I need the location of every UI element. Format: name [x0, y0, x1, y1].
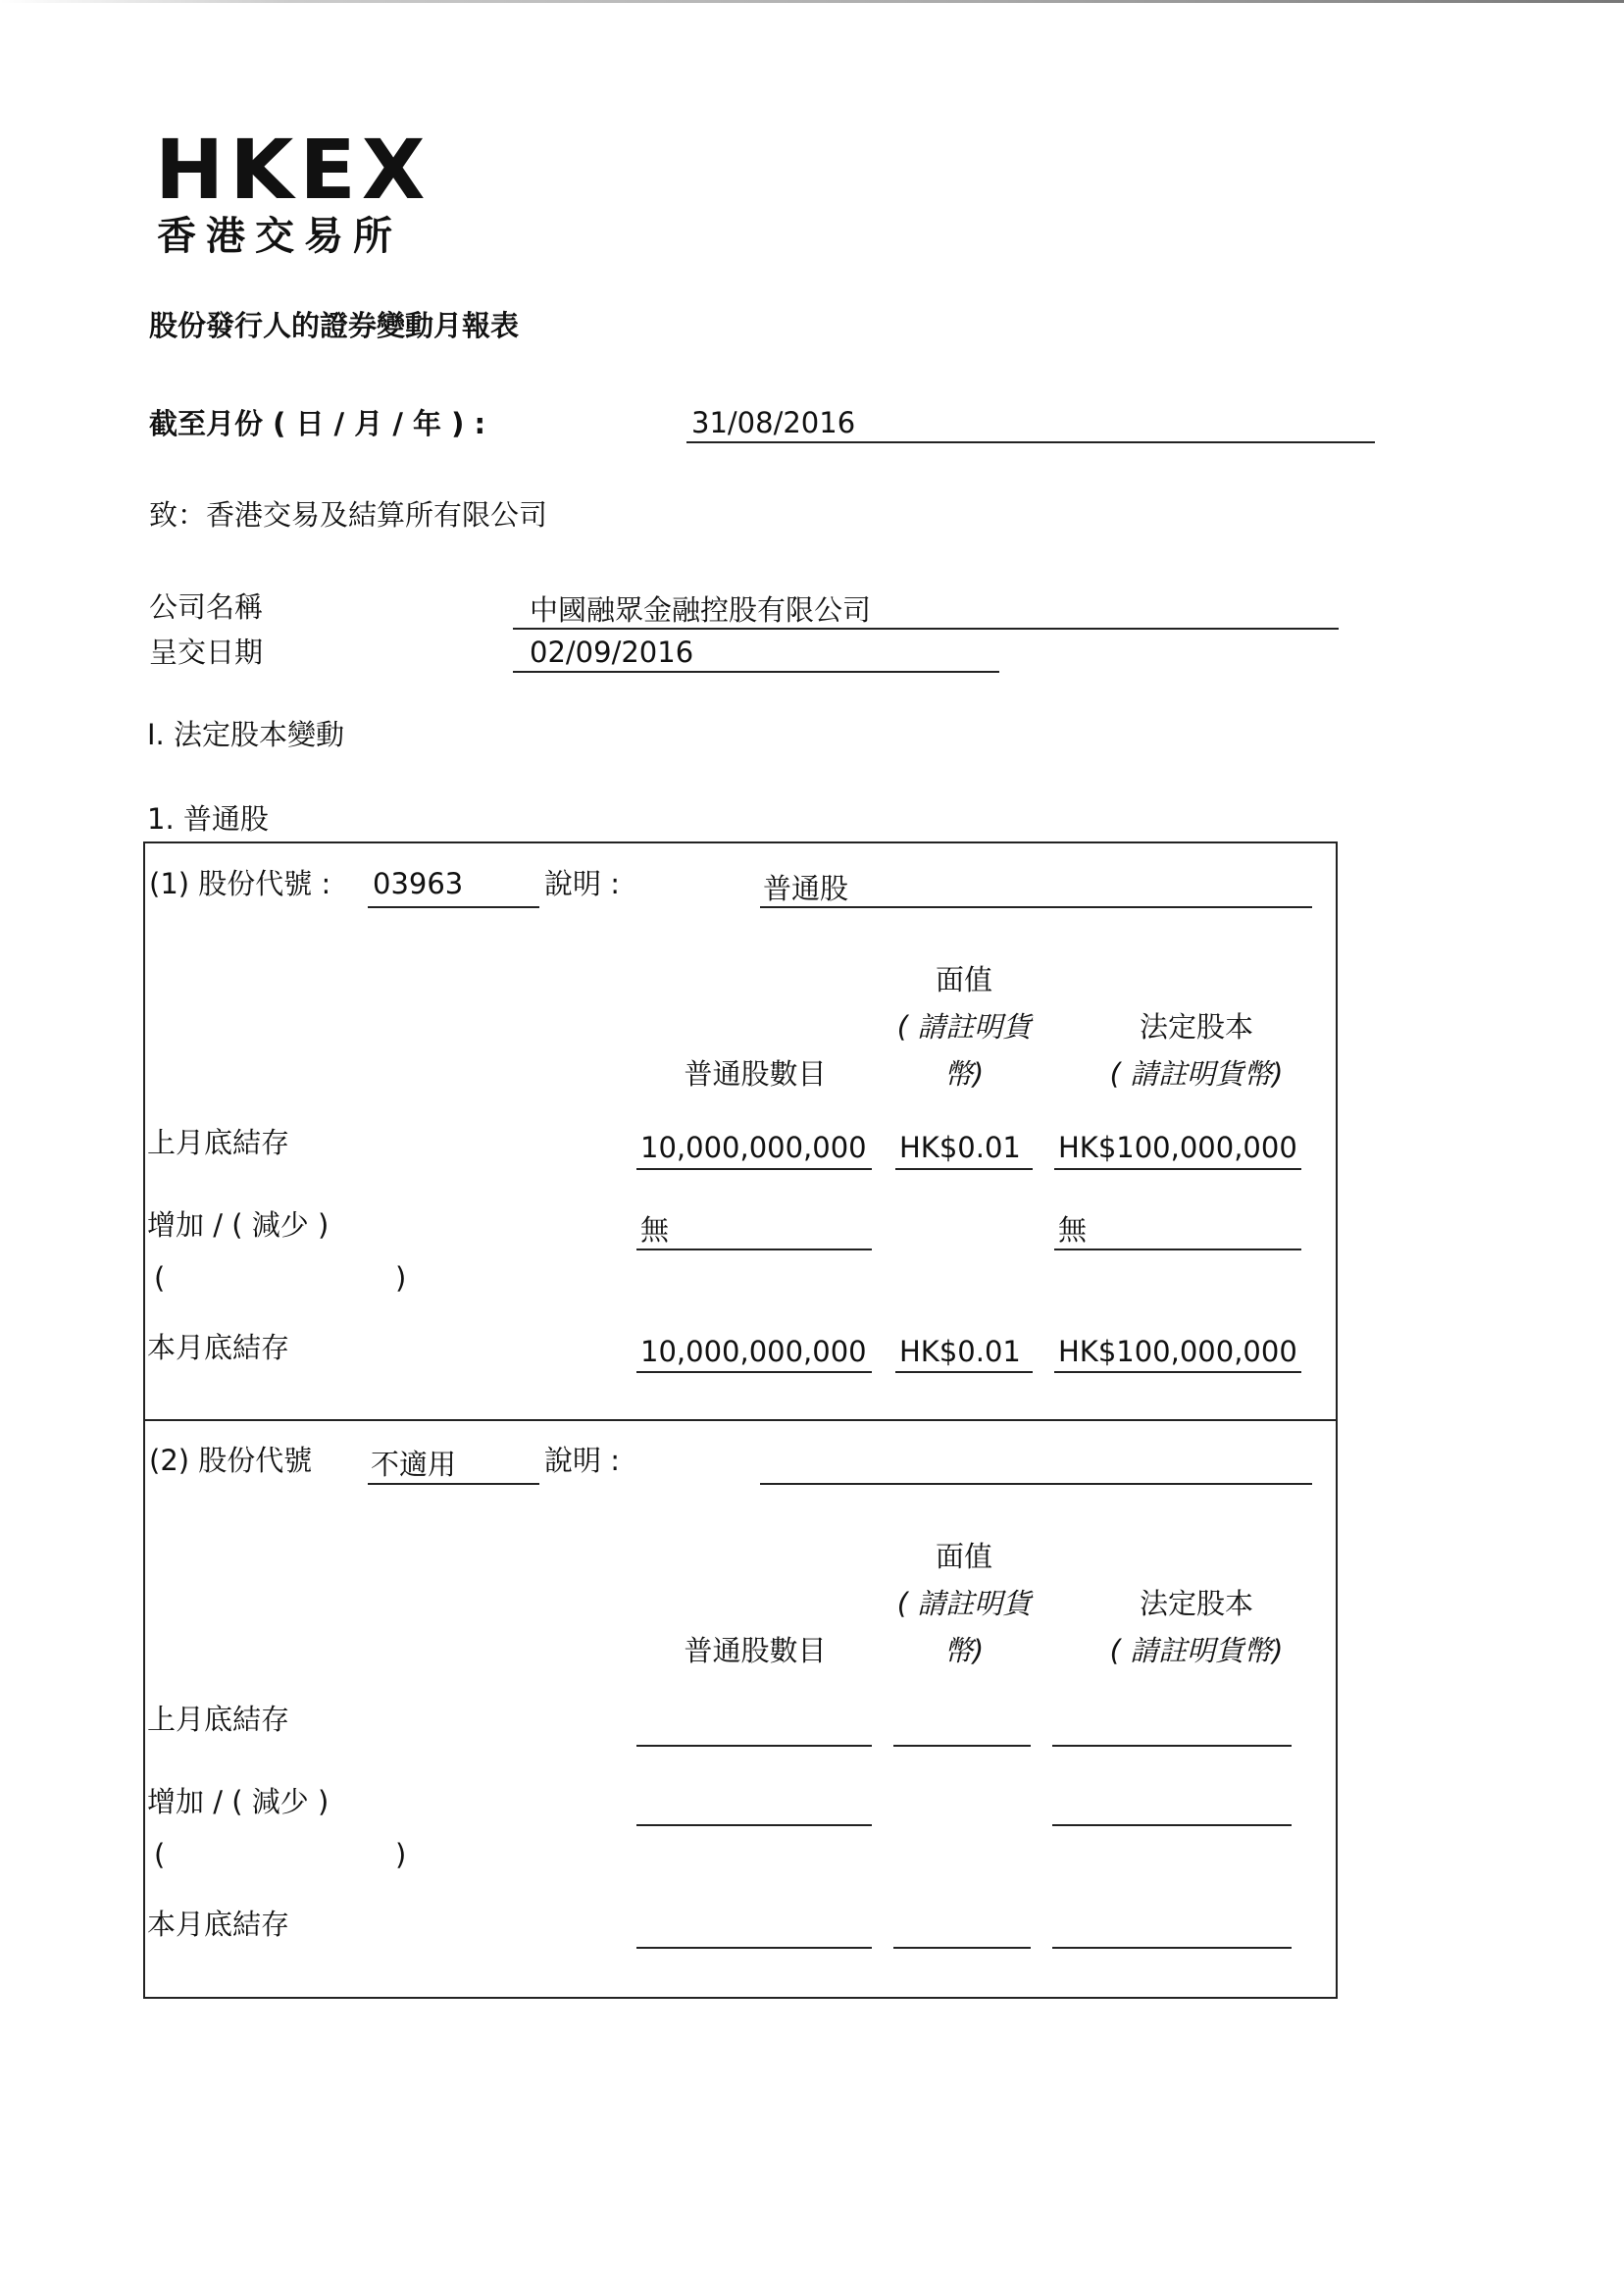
class1-desc-value: 普通股	[763, 872, 849, 905]
class1-col-authorized-note: ( 請註明貨幣)	[1109, 1057, 1284, 1091]
class2-change-shares-line	[636, 1824, 872, 1826]
class1-opening-authorized: HK$100,000,000	[1058, 1131, 1297, 1164]
class2-row-change-paren-close: )	[395, 1838, 407, 1871]
class1-opening-shares: 10,000,000,000	[640, 1131, 867, 1164]
class1-row-opening: 上月底結存	[147, 1126, 290, 1159]
class1-col-par: 面值	[935, 963, 992, 996]
class1-code-value: 03963	[373, 867, 464, 900]
class2-col-par-note2: 幣)	[943, 1634, 985, 1667]
class1-closing-shares-line	[636, 1371, 872, 1373]
class1-opening-shares-line	[636, 1168, 872, 1170]
class2-row-opening: 上月底結存	[147, 1703, 290, 1736]
class1-closing-par: HK$0.01	[899, 1335, 1021, 1368]
class2-closing-par-line	[893, 1947, 1031, 1949]
class2-change-authorized-line	[1052, 1824, 1292, 1826]
form-title: 股份發行人的證券變動月報表	[149, 309, 520, 342]
hkex-logo-chinese: 香港交易所	[157, 214, 402, 259]
class1-desc-underline	[760, 906, 1312, 908]
scan-edge	[0, 0, 1624, 3]
class1-row-closing: 本月底結存	[147, 1331, 290, 1364]
submission-date-value: 02/09/2016	[530, 636, 694, 669]
class1-col-par-note2: 幣)	[943, 1057, 985, 1091]
class1-col-authorized: 法定股本	[1139, 1010, 1253, 1044]
class1-closing-shares: 10,000,000,000	[640, 1335, 867, 1368]
class2-closing-shares-line	[636, 1947, 872, 1949]
submission-date-underline	[513, 671, 999, 673]
class1-code-label: (1) 股份代號 :	[149, 867, 331, 900]
class2-col-par: 面值	[935, 1540, 992, 1573]
class2-row-change: 增加 / ( 減少 )	[147, 1785, 330, 1818]
class1-change-shares-line	[636, 1249, 872, 1250]
class1-desc-label: 說明 :	[544, 867, 620, 900]
class1-code-underline	[368, 906, 539, 908]
class2-code-label: (2) 股份代號	[149, 1444, 313, 1477]
class1-change-authorized: 無	[1058, 1213, 1088, 1247]
company-name-value: 中國融眾金融控股有限公司	[530, 593, 872, 627]
company-name-underline	[513, 628, 1339, 630]
class2-col-authorized: 法定股本	[1139, 1587, 1253, 1620]
class1-closing-authorized: HK$100,000,000	[1058, 1335, 1297, 1368]
submission-date-label: 呈交日期	[149, 636, 264, 669]
class2-closing-authorized-line	[1052, 1947, 1292, 1949]
class1-change-authorized-line	[1054, 1249, 1301, 1250]
class1-row-change-paren-open: (	[154, 1261, 166, 1295]
class2-opening-par-line	[893, 1745, 1031, 1747]
class1-closing-authorized-line	[1054, 1371, 1301, 1373]
class1-opening-par-line	[895, 1168, 1033, 1170]
class2-opening-shares-line	[636, 1745, 872, 1747]
addressee: 致：香港交易及結算所有限公司	[149, 498, 548, 532]
class1-row-change-paren-close: )	[395, 1261, 407, 1295]
class1-opening-authorized-line	[1054, 1168, 1301, 1170]
class2-col-shares: 普通股數目	[684, 1634, 827, 1667]
class2-col-authorized-note: ( 請註明貨幣)	[1109, 1634, 1284, 1667]
class1-opening-par: HK$0.01	[899, 1131, 1021, 1164]
class2-desc-underline	[760, 1483, 1312, 1485]
class1-change-shares: 無	[640, 1213, 670, 1247]
class2-col-par-note1: ( 請註明貨	[896, 1587, 1032, 1620]
company-name-label: 公司名稱	[149, 590, 264, 624]
section-title: I. 法定股本變動	[147, 718, 344, 751]
class2-code-value: 不適用	[371, 1448, 457, 1481]
hkex-logo: HKEX	[155, 122, 431, 218]
period-value: 31/08/2016	[691, 406, 856, 439]
class2-desc-label: 說明 :	[544, 1444, 620, 1477]
class1-col-par-note1: ( 請註明貨	[896, 1010, 1032, 1044]
section-subtitle: 1. 普通股	[147, 802, 269, 836]
class2-opening-authorized-line	[1052, 1745, 1292, 1747]
class2-code-underline	[368, 1483, 539, 1485]
period-label: 截至月份 ( 日 / 月 / 年 ) :	[149, 407, 486, 440]
class1-closing-par-line	[895, 1371, 1033, 1373]
class2-row-change-paren-open: (	[154, 1838, 166, 1871]
period-underline	[686, 441, 1375, 443]
class1-row-change: 增加 / ( 減少 )	[147, 1208, 330, 1242]
class2-row-closing: 本月底結存	[147, 1908, 290, 1941]
table-divider	[143, 1419, 1336, 1421]
class1-col-shares: 普通股數目	[684, 1057, 827, 1091]
